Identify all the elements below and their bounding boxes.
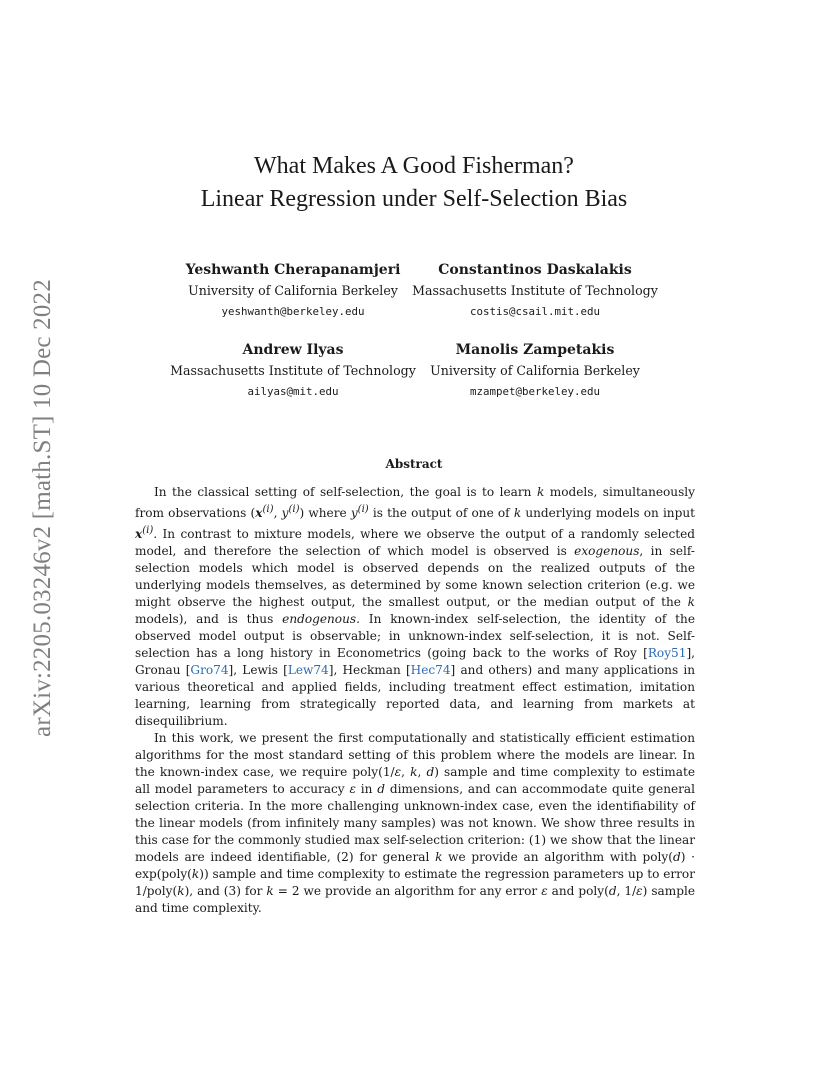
arxiv-identifier: arXiv:2205.03246v2 [math.ST] 10 Dec 2022 (29, 279, 56, 737)
author-email[interactable]: mzampet@berkeley.edu (469, 385, 600, 398)
author-email[interactable]: yeshwanth@berkeley.edu (221, 305, 365, 318)
author-institution: University of California Berkeley (188, 283, 398, 298)
abstract-paragraph-1: In the classical setting of self-selection, the goal is to learn k models, simultaneously from observations ($x^{(i)}$, $y^{(i)}$) where $y^{(i)}$ is the output of one of k underlying models on input $x^{(i)}$. In contrast to mixture models, where we observe the output of a randomly selected model, and therefore the selection of which model is observed is exogenous, in self-selection models which model is observed depends on the realized outputs of the underlying models themselves, as determined by some known selection criterion (e.g. we might observe the highest output, the smallest output, or the median output of the k models), and is thus endogenous. In known-index self-selection, the identity of the observed model output is observable; in unknown-index self-selection, it is not. Self-selection has a long history in Econometrics (going back to the works of Roy [Roy51], Gronau [Gro74], Lewis [Lew74], Heckman [Hec74] and others) and many applications in various theoretical and applied fields, including treatment effect estimation, imitation learning, learning from strategically reported data, and learning from markets at disequilibrium. (135, 485, 695, 729)
citation-link[interactable]: Roy51 (647, 646, 687, 661)
abstract-heading: Abstract (385, 457, 443, 471)
author-name: Manolis Zampetakis (455, 342, 615, 358)
author-block (405, 260, 665, 322)
paper-title (0, 150, 828, 216)
author-institution: Massachusetts Institute of Technology (412, 283, 658, 298)
abstract-paragraph-2: In this work, we present the first computationally and statistically efficient estimation algorithms for the most standard setting of this problem where the models are linear. In the known-index case, we require poly(1/ε, k, d) sample and time complexity to estimate all model parameters to accuracy ε in d dimensions, and can accommodate quite general selection criteria. In the more challenging unknown-index case, even the identifiability of the linear models (from infinitely many samples) was not known. We show three results in this case for the commonly studied max self-selection criterion: (1) we show that the linear models are indeed identifiable, (2) for general k we provide an algorithm with poly(d) · exp(poly(k)) sample and time complexity to estimate the regression parameters up to error 1/poly(k), and (3) for k = 2 we provide an algorithm for any error ε and poly(d, 1/ε) sample and time complexity. (135, 731, 696, 916)
author-institution: Massachusetts Institute of Technology (170, 363, 416, 378)
author-block (163, 340, 423, 402)
author-block (163, 260, 423, 322)
abstract-body (135, 484, 695, 917)
citation-link[interactable]: Lew74 (287, 663, 329, 678)
author-name: Yeshwanth Cherapanamjeri (185, 262, 401, 278)
author-institution: University of California Berkeley (430, 363, 640, 378)
author-email[interactable]: costis@csail.mit.edu (469, 305, 600, 318)
title-line-2: Linear Regression under Self-Selection Bias (200, 186, 628, 212)
citation-link[interactable]: Gro74 (190, 663, 229, 678)
title-line-1: What Makes A Good Fisherman? (254, 153, 574, 179)
author-block (405, 340, 665, 402)
arxiv-sidebar (25, 268, 61, 748)
author-email[interactable]: ailyas@mit.edu (247, 385, 339, 398)
author-name: Constantinos Daskalakis (438, 262, 632, 278)
citation-link[interactable]: Hec74 (410, 663, 451, 678)
author-name: Andrew Ilyas (242, 342, 344, 358)
